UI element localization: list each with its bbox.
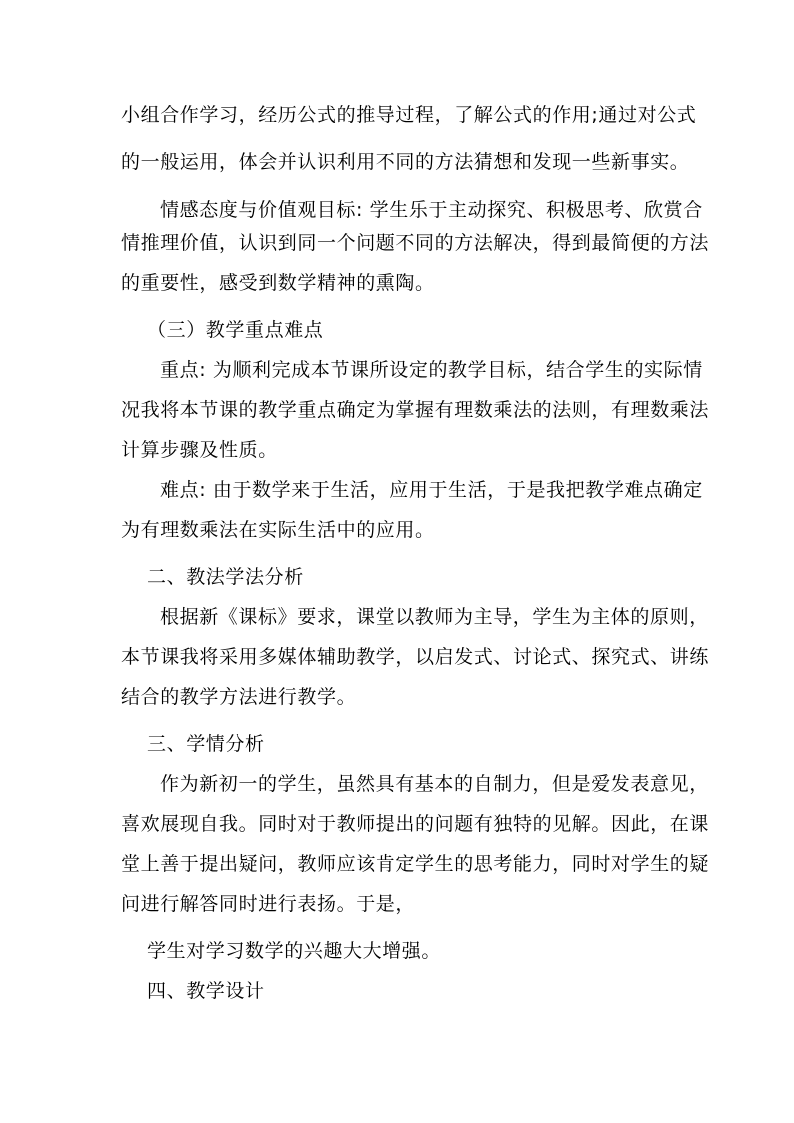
- body-text-line: 结合的教学方法进行教学。: [121, 686, 357, 708]
- body-text-line: 根据新《课标》要求，课堂以教师为主导，学生为主体的原则，: [160, 606, 709, 628]
- body-text-line: 学生对学习数学的兴趣大大增强。: [147, 940, 442, 962]
- body-text-line: 难点: 由于数学来于生活，应用于生活，于是我把教学难点确定: [160, 479, 703, 501]
- body-text-line: 小组合作学习，经历公式的推导过程，了解公式的作用;通过对公式: [121, 104, 697, 126]
- body-text-line: 情感态度与价值观目标: 学生乐于主动探究、积极思考、欣赏合: [160, 199, 703, 221]
- body-text-line: 本节课我将采用多媒体辅助教学，以启发式、讨论式、探究式、讲练: [121, 646, 710, 668]
- body-text-line: 的一般运用，体会并认识利用不同的方法猜想和发现一些新事实。: [121, 151, 690, 173]
- body-text-line: 作为新初一的学生，虽然具有基本的自制力，但是爱发表意见，: [160, 773, 709, 795]
- body-text-line: 堂上善于提出疑问，教师应该肯定学生的思考能力，同时对学生的疑: [121, 853, 710, 875]
- body-text-line: 的重要性，感受到数学精神的熏陶。: [121, 272, 435, 294]
- body-text-line: 情推理价值，认识到同一个问题不同的方法解决，得到最简便的方法: [121, 232, 710, 254]
- body-text-line: 喜欢展现自我。同时对于教师提出的问题有独特的见解。因此，在课: [121, 813, 710, 835]
- body-text-line: 问进行解答同时进行表扬。于是，: [121, 893, 416, 915]
- body-text-line: 况我将本节课的教学重点确定为掌握有理数乘法的法则，有理数乘法: [121, 399, 710, 421]
- section-heading: 二、教法学法分析: [147, 566, 304, 588]
- section-heading: 四、教学设计: [147, 980, 265, 1002]
- body-text-line: 重点: 为顺利完成本节课所设定的教学目标，结合学生的实际情: [160, 359, 703, 381]
- body-text-line: 计算步骤及性质。: [121, 439, 278, 461]
- section-heading: （三）教学重点难点: [147, 319, 324, 341]
- body-text-line: 为有理数乘法在实际生活中的应用。: [121, 519, 435, 541]
- section-heading: 三、学情分析: [147, 733, 265, 755]
